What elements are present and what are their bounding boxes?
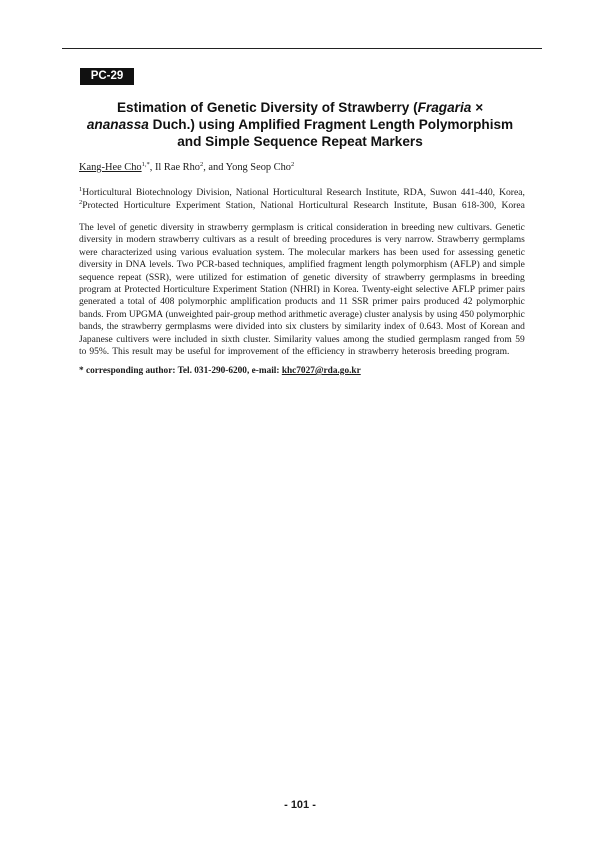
abstract-word: Two bbox=[176, 260, 194, 271]
abstract-word: germplasms bbox=[165, 322, 212, 333]
abstract-word: This bbox=[112, 347, 130, 358]
abstract-word: were bbox=[152, 334, 171, 345]
abstract-word: in bbox=[115, 235, 123, 246]
abstract-word: be bbox=[175, 347, 185, 358]
abstract-word: amplification bbox=[230, 297, 282, 308]
abstract-word: diversity bbox=[79, 235, 113, 246]
author-1: Kang-Hee Cho bbox=[79, 162, 142, 173]
abstract-word: of bbox=[148, 297, 157, 308]
affiliation-number: 1 bbox=[79, 186, 83, 193]
title-line-3: and Simple Sequence Repeat Markers bbox=[177, 134, 423, 149]
abstract-word: has bbox=[383, 247, 397, 258]
abstract-word: studied bbox=[387, 334, 415, 345]
abstract-line bbox=[79, 284, 525, 296]
author-2: Il Rae Rho bbox=[154, 162, 200, 173]
affiliation-number: 2 bbox=[79, 199, 83, 206]
abstract-word: were bbox=[214, 322, 233, 333]
abstract-word: (AFLP) bbox=[450, 260, 480, 271]
abstract-word: among bbox=[343, 334, 369, 345]
abstract-word: at bbox=[114, 285, 122, 296]
abstract-word: pairs bbox=[506, 285, 525, 296]
abstract-word: diversity bbox=[160, 223, 194, 233]
abstract-word: germplasm bbox=[418, 334, 461, 345]
abstract-word: breeding bbox=[491, 272, 525, 283]
abstract-line bbox=[79, 346, 525, 358]
abstract-word: clusters bbox=[299, 322, 329, 333]
affiliation-word: Horticultural bbox=[272, 187, 323, 198]
abstract-word: result bbox=[132, 347, 154, 358]
abstract-word: generated bbox=[79, 297, 116, 308]
abstract-word: diversity bbox=[79, 260, 113, 271]
abstract-word: Genetic bbox=[495, 223, 525, 233]
affiliation-word: Horticulture bbox=[123, 200, 171, 211]
abstract-word: primer bbox=[478, 285, 504, 296]
abstract-word: Protected bbox=[124, 285, 161, 296]
abstract-word: characterized bbox=[101, 247, 152, 258]
abstract-word: average) bbox=[329, 309, 362, 320]
page-number: - 101 - bbox=[284, 799, 316, 811]
abstract-word: Most bbox=[446, 322, 466, 333]
abstract-word: divided bbox=[235, 322, 265, 333]
abstract-word: in bbox=[322, 285, 331, 296]
author-2-affiliation: 2 bbox=[199, 161, 204, 168]
abstract-word: analysis bbox=[392, 309, 423, 320]
abstract-word: may bbox=[156, 347, 173, 358]
affiliation-word: RDA, bbox=[403, 187, 427, 198]
abstract-word: genetic bbox=[302, 272, 331, 283]
abstract-word: values bbox=[315, 334, 340, 345]
abstract-word: estimation bbox=[246, 272, 287, 283]
abstract-word: were bbox=[175, 272, 195, 283]
abstract-word: Station bbox=[260, 285, 288, 296]
title-line-2: ananassa Duch.) using Amplified Fragment Length Polymorphism bbox=[86, 117, 514, 132]
abstract-word: products bbox=[284, 297, 318, 308]
abstract-word: germplams bbox=[482, 235, 525, 246]
abstract-word: primer bbox=[372, 297, 398, 308]
paper-title bbox=[75, 99, 525, 150]
abstract-word: for bbox=[443, 247, 455, 258]
abstract-word: polymorphism bbox=[391, 260, 448, 271]
abstract-word: of bbox=[118, 223, 127, 233]
affiliation-word: 441-440, bbox=[460, 187, 496, 198]
abstract bbox=[79, 222, 525, 358]
abstract-word: using bbox=[155, 247, 177, 258]
abstract-word: (unweighted bbox=[165, 309, 213, 320]
abstract-word: markers bbox=[349, 247, 380, 258]
abstract-word: for bbox=[231, 272, 243, 283]
abstract-word: 0.643. bbox=[419, 322, 444, 333]
abstract-word: method bbox=[257, 309, 287, 320]
abstract-word: of bbox=[468, 322, 477, 333]
abstract-word: arithmetic bbox=[288, 309, 327, 320]
abstract-word: of bbox=[282, 235, 291, 246]
abstract-word: in bbox=[197, 223, 205, 233]
abstract-word: The bbox=[288, 247, 304, 258]
abstract-word: genetic bbox=[497, 247, 525, 258]
corresponding-author: * corresponding author: Tel. 031-290-6200, e-mail: khc7027@rda.go.kr bbox=[79, 366, 361, 376]
affiliation-word: Institute, bbox=[393, 200, 428, 211]
abstract-word: length bbox=[365, 260, 389, 271]
affiliation-word: Research bbox=[353, 200, 389, 211]
affiliation-word: Korea bbox=[501, 200, 525, 211]
abstract-word: cultivars. bbox=[456, 223, 493, 233]
abstract-word: for bbox=[213, 347, 225, 358]
author-1-affiliation: 1,* bbox=[141, 161, 150, 168]
abstract-word: polymorphic bbox=[476, 309, 525, 320]
abstract-word: breeding bbox=[401, 223, 435, 233]
affiliation-word: Experiment bbox=[175, 200, 221, 211]
affiliation-2 bbox=[79, 199, 525, 212]
abstract-word: is bbox=[297, 223, 304, 233]
author-list: Kang-Hee Cho$^{1,*}$, Il Rae Rho$^2$, and Yong Seop Cho$^2$ bbox=[79, 161, 295, 173]
abstract-line bbox=[79, 309, 525, 321]
abstract-word: of bbox=[372, 272, 381, 283]
corresponding-email: khc7027@rda.go.kr bbox=[281, 366, 361, 376]
abstract-word: useful bbox=[187, 347, 211, 358]
abstract-word: (SSR), bbox=[145, 272, 172, 283]
abstract-word: Similarity bbox=[273, 334, 312, 345]
abstract-word: in bbox=[347, 347, 356, 358]
abstract-word: pair-group bbox=[215, 309, 256, 320]
abstract-word: similarity bbox=[344, 322, 381, 333]
abstract-word: in bbox=[115, 260, 123, 271]
abstract-word: in bbox=[390, 223, 399, 233]
abstract-word: simple bbox=[499, 260, 525, 271]
abstract-word: strawberry bbox=[358, 347, 399, 358]
affiliation-word: $^1$Horticultural bbox=[79, 186, 132, 198]
abstract-word: germplasms bbox=[429, 272, 476, 283]
abstract-line bbox=[79, 247, 525, 259]
abstract-word: sixth bbox=[221, 334, 240, 345]
affiliation-word: National bbox=[235, 187, 269, 198]
abstract-word: the bbox=[106, 322, 119, 333]
abstract-word: sequence bbox=[79, 272, 114, 283]
abstract-word: various bbox=[180, 247, 209, 258]
abstract-word: result bbox=[257, 235, 279, 246]
session-badge: PC-29 bbox=[80, 68, 134, 85]
abstract-word: strawberry bbox=[207, 223, 249, 233]
abstract-word: very bbox=[384, 235, 402, 246]
abstract-word: bands, bbox=[79, 322, 104, 333]
abstract-word: polymorphic bbox=[476, 297, 525, 308]
abstract-word: in bbox=[479, 272, 488, 283]
abstract-word: molecular bbox=[307, 247, 346, 258]
abstract-word: produced bbox=[423, 297, 460, 308]
abstract-word: included bbox=[174, 334, 208, 345]
abstract-word: Horticulture bbox=[163, 285, 210, 296]
abstract-word: the bbox=[292, 347, 304, 358]
abstract-word: of bbox=[290, 272, 299, 283]
abstract-word: 42 bbox=[463, 297, 473, 308]
abstract-word: were bbox=[79, 247, 98, 258]
abstract-word: 95%. bbox=[89, 347, 110, 358]
affiliation-word: Horticultural bbox=[298, 200, 349, 211]
affiliation-word: Division, bbox=[196, 187, 232, 198]
abstract-word: Korean bbox=[480, 322, 508, 333]
abstract-word: heterosis bbox=[401, 347, 436, 358]
abstract-word: ranged bbox=[464, 334, 490, 345]
affiliation-1 bbox=[79, 186, 525, 199]
abstract-word: and bbox=[321, 297, 336, 308]
abstract-word: SSR bbox=[351, 297, 369, 308]
abstract-word: bands. bbox=[79, 309, 104, 320]
affiliation-word: Station, bbox=[225, 200, 256, 211]
abstract-word: efficiency bbox=[307, 347, 345, 358]
abstract-word: Experiment bbox=[212, 285, 258, 296]
abstract-word: to bbox=[79, 347, 87, 358]
abstract-word: diversity bbox=[334, 272, 368, 283]
abstract-word: utilized bbox=[198, 272, 227, 283]
abstract-word: and bbox=[511, 322, 525, 333]
abstract-word: a bbox=[250, 235, 255, 246]
abstract-word: new bbox=[437, 223, 454, 233]
abstract-word: cluster. bbox=[243, 334, 271, 345]
abstract-line bbox=[79, 334, 525, 346]
abstract-line bbox=[79, 222, 525, 234]
affiliation-word: Busan bbox=[432, 200, 457, 211]
abstract-word: program. bbox=[474, 347, 510, 358]
affiliation-word: $^2$Protected bbox=[79, 199, 119, 211]
abstract-word: PCR-based bbox=[196, 260, 240, 271]
abstract-word: The bbox=[79, 223, 94, 233]
abstract-word: modern bbox=[126, 235, 156, 246]
abstract-word: total bbox=[127, 297, 145, 308]
abstract-word: Strawberry bbox=[437, 235, 480, 246]
abstract-word: as bbox=[238, 235, 247, 246]
abstract-word: in bbox=[210, 334, 218, 345]
abstract-word: from bbox=[493, 334, 512, 345]
abstract-word: germplasm bbox=[251, 223, 294, 233]
abstract-word: 11 bbox=[338, 297, 349, 308]
abstract-word: cultivers bbox=[116, 334, 149, 345]
abstract-word: critical bbox=[306, 223, 334, 233]
abstract-word: cluster bbox=[364, 309, 390, 320]
abstract-word: (NHRI) bbox=[290, 285, 320, 296]
abstract-word: breeding bbox=[438, 347, 472, 358]
abstract-word: Japanese bbox=[79, 334, 113, 345]
abstract-word: of bbox=[408, 322, 417, 333]
abstract-word: 408 bbox=[160, 297, 175, 308]
affiliation-word: National bbox=[260, 200, 294, 211]
abstract-word: strawberry bbox=[158, 235, 200, 246]
abstract-word: assessing bbox=[458, 247, 494, 258]
abstract-word: DNA bbox=[125, 260, 147, 271]
abstract-word: From bbox=[105, 309, 127, 320]
abstract-word: by bbox=[424, 309, 435, 320]
abstract-word: genetic bbox=[129, 223, 158, 233]
abstract-word: is bbox=[375, 235, 382, 246]
abstract-word: used bbox=[421, 247, 440, 258]
abstract-line bbox=[79, 234, 525, 246]
affiliation-word: Research bbox=[326, 187, 362, 198]
abstract-word: repeat bbox=[118, 272, 142, 283]
abstract-word: levels. bbox=[149, 260, 174, 271]
abstract-word: cultivars bbox=[202, 235, 236, 246]
abstract-word: breeding bbox=[293, 235, 327, 246]
abstract-word: narrow. bbox=[405, 235, 434, 246]
title-line-1: Estimation of Genetic Diversity of Strawberry (Fragaria × bbox=[116, 100, 484, 115]
abstract-line bbox=[79, 259, 525, 271]
abstract-word: into bbox=[267, 322, 283, 333]
abstract-word: evaluation bbox=[212, 247, 252, 258]
abstract-word: six bbox=[285, 322, 297, 333]
abstract-word: Korea. bbox=[333, 285, 359, 296]
abstract-word: AFLP bbox=[451, 285, 476, 296]
affiliation-word: 618-300, bbox=[461, 200, 497, 211]
abstract-word: 59 bbox=[515, 334, 525, 345]
abstract-word: program bbox=[79, 285, 112, 296]
author-3-affiliation: 2 bbox=[291, 161, 295, 168]
affiliation-word: Korea, bbox=[499, 187, 525, 198]
abstract-word: fragment bbox=[327, 260, 363, 271]
abstract-line bbox=[79, 296, 525, 308]
abstract-word: amplified bbox=[288, 260, 325, 271]
abstract-word: Twenty-eight bbox=[361, 285, 413, 296]
abstract-word: improvement bbox=[227, 347, 279, 358]
abstract-line bbox=[79, 321, 525, 333]
abstract-word: polymorphic bbox=[178, 297, 227, 308]
abstract-word: level bbox=[97, 223, 116, 233]
abstract-word: the bbox=[372, 334, 385, 345]
affiliation-word: Biotechnology bbox=[135, 187, 193, 198]
author-3: Yong Seop Cho bbox=[225, 162, 292, 173]
abstract-word: UPGMA bbox=[128, 309, 164, 320]
abstract-word: and bbox=[482, 260, 497, 271]
abstract-word: been bbox=[400, 247, 419, 258]
abstract-word: of bbox=[281, 347, 290, 358]
abstract-word: by bbox=[331, 322, 342, 333]
abstract-line bbox=[79, 272, 525, 284]
abstract-word: consideration bbox=[336, 223, 388, 233]
abstract-word: using bbox=[436, 309, 458, 320]
abstract-word: pairs bbox=[401, 297, 421, 308]
abstract-word: a bbox=[119, 297, 124, 308]
abstract-word: system. bbox=[255, 247, 285, 258]
abstract-word: techniques, bbox=[242, 260, 286, 271]
top-rule bbox=[62, 48, 542, 49]
abstract-word: 450 bbox=[459, 309, 474, 320]
abstract-word: index bbox=[384, 322, 406, 333]
abstract-word: procedures bbox=[330, 235, 372, 246]
abstract-word: strawberry bbox=[384, 272, 426, 283]
affiliation-word: Suwon bbox=[430, 187, 457, 198]
abstract-word: selective bbox=[415, 285, 449, 296]
abstract-word: strawberry bbox=[121, 322, 163, 333]
affiliation-word: Institute, bbox=[365, 187, 400, 198]
